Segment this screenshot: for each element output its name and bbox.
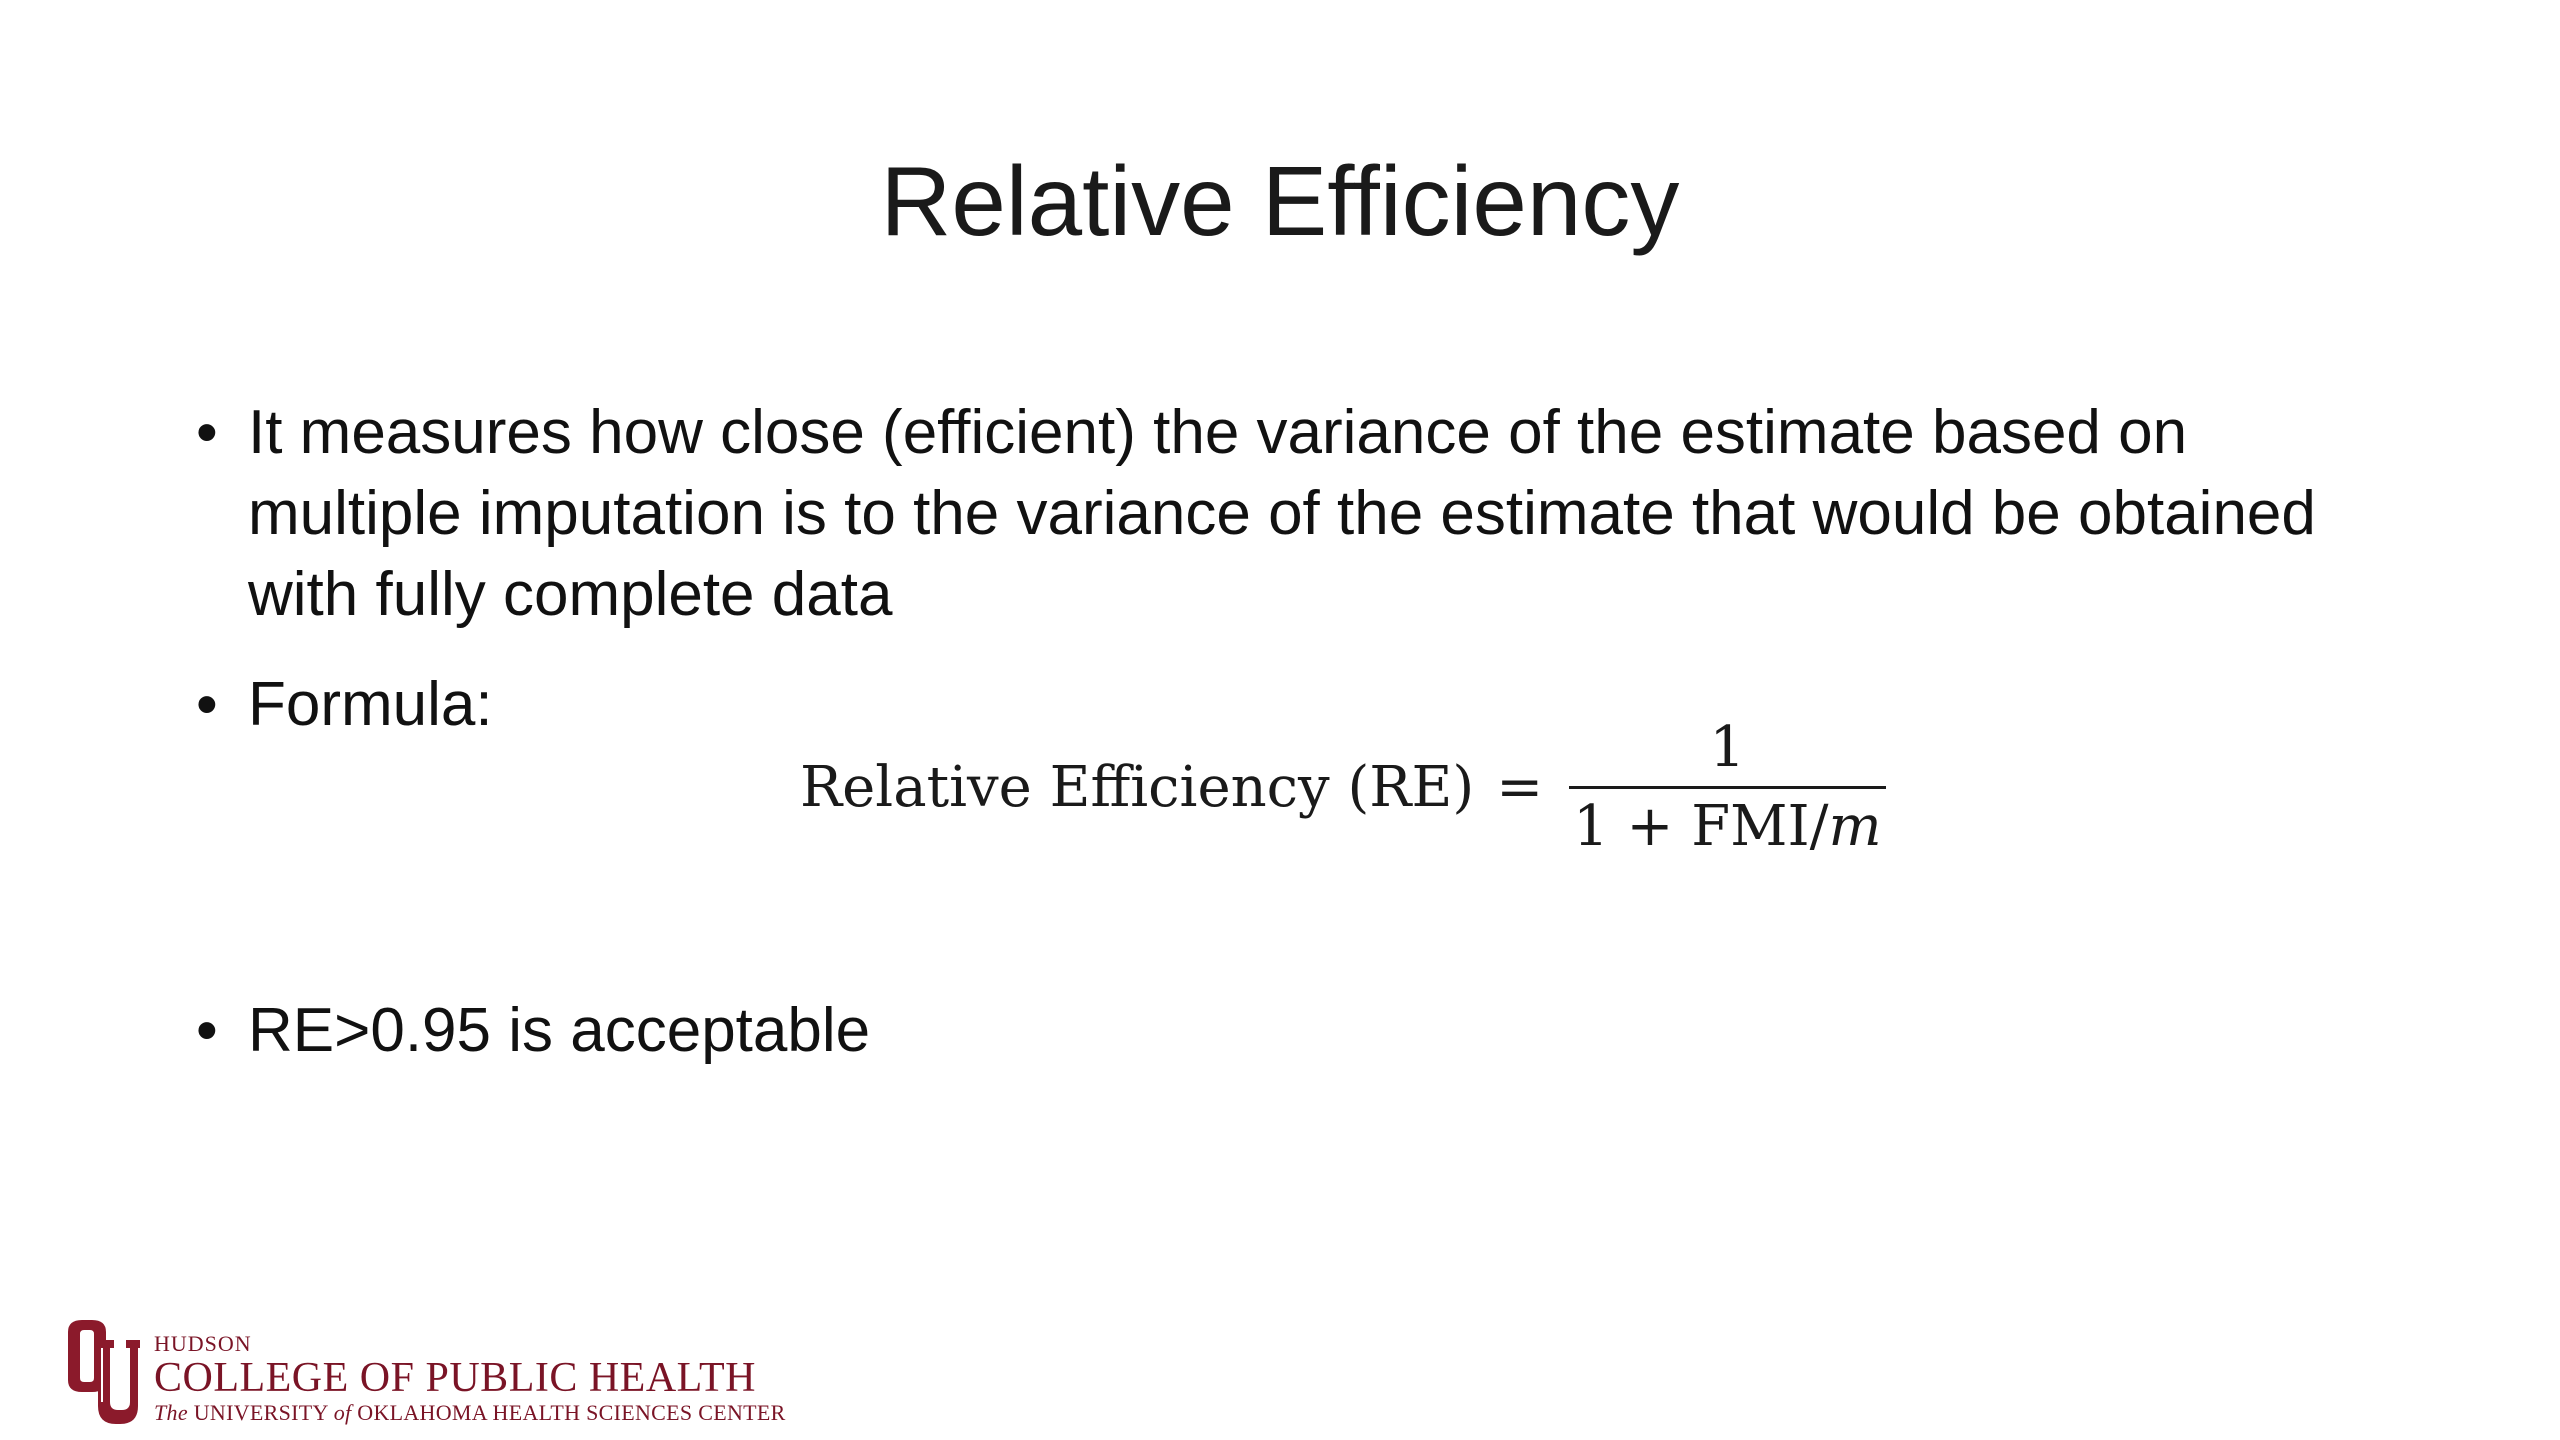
bullet-text: It measures how close (efficient) the variance of the estimate based on multiple imputation is to the variance of the estimate that would be obtained with fully complete data: [248, 398, 2316, 629]
logo-university-line: [154, 1400, 786, 1426]
ou-logo-icon: [60, 1318, 142, 1428]
bullet-item-threshold: [196, 990, 870, 1071]
logo-college-name: COLLEGE OF PUBLIC HEALTH: [154, 1355, 756, 1401]
relative-efficiency-formula: [800, 712, 1886, 862]
denominator-prefix: 1 + FMI/: [1573, 793, 1829, 859]
bullet-text: Formula:: [248, 670, 493, 739]
slide-title: Relative Efficiency: [880, 146, 1680, 256]
formula-numerator: 1: [1709, 714, 1746, 780]
bullet-item-formula: [196, 664, 493, 745]
bullet-marker: •: [196, 670, 218, 739]
bullet-text: RE>0.95 is acceptable: [248, 996, 871, 1065]
bullet-marker: •: [196, 996, 218, 1065]
formula-denominator: [1569, 789, 1885, 859]
denominator-variable: m: [1828, 793, 1882, 859]
logo-hudson: HUDSON: [154, 1331, 252, 1356]
formula-equals: =: [1496, 754, 1544, 820]
bullet-item-definition: [196, 392, 2376, 635]
bullet-list: [196, 392, 2376, 635]
formula-fraction: [1569, 716, 1885, 859]
logo-hsc: OKLAHOMA HEALTH SCIENCES CENTER: [357, 1400, 786, 1425]
bullet-marker: •: [196, 398, 218, 467]
logo-of: of: [333, 1400, 352, 1425]
college-logo: [60, 1318, 786, 1428]
formula-lhs: Relative Efficiency (RE): [800, 754, 1475, 820]
logo-the: The: [154, 1400, 188, 1425]
logo-university: UNIVERSITY: [193, 1400, 328, 1425]
logo-text: [154, 1332, 786, 1426]
